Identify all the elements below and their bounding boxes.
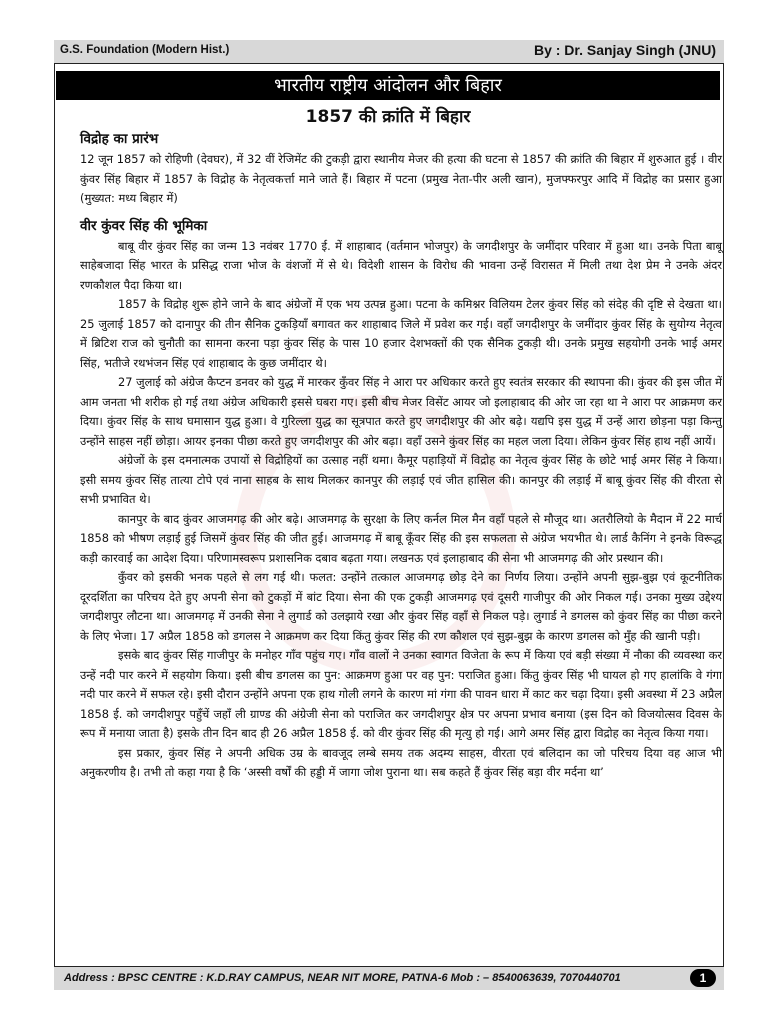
paragraph: 27 जुलाई को अंग्रेज कैप्टन डनवर को युद्ध में मारकर कुँवर सिंह ने आरा पर अधिकार करते हुए स्वतंत्र सरकार की स्थापना की। कुंवर की इस जीत में आम जनता भी शरीक हो गई तथा अंग्रेज अधिकारी इससे घबरा गए। इसी बीच मेजर विसेंट आयर जो इलाहाबाद की ओर जा रहा था ने आरा पर आक्रमण कर दिया। कुंवर सिंह के साथ घमासान युद्ध हुआ। वे गुरिल्ला युद्ध का सूत्रपात करते हुए जगदीशपुर की ओर बढ़े। यद्यपि इस युद्ध में उन्हें आरा छोड़ना पड़ा किन्तु उन्होंने साहस नहीं छोड़ा। आयर इनका पीछा करते हुए जगदीशपुर की ओर बढ़ा। वहाँ उसने कुंवर सिंह का महल जला दिया। लेकिन कुंवर सिंह हाथ नहीं आयें। [80,375,722,448]
paragraph: 12 जून 1857 को रोहिणी (देवघर), में 32 वीं रेजिमेंट की टुकड़ी द्वारा स्थानीय मेजर की हत्या की घटना से 1857 की क्रांति की बिहार में शुरुआत हुई । वीर कुंवर सिंह बिहार में 1857 के विद्रोह के नेतृत्वकर्त्ता माने जाते हैं। बिहार में पटना (प्रमुख नेता-पीर अली खान), मुजफ्फरपुर आदि में विद्रोह का प्रसार हुआ (मुख्यत: मध्य बिहार में) [80,152,722,205]
paragraph: कानपुर के बाद कुंवर आजमगढ़ की ओर बढ़े। आजमगढ़ के सुरक्षा के लिए कर्नल मिल मैन वहाँ पहले से मौजूद था। अतरौलियो के मैदान में 22 मार्च 1858 को भीषण लड़ाई हुई जिसमें कुंवर सिंह की जीत हुई। आजमगढ़ में बाबू कूँवर सिंह की इस सफलता से अंग्रेज भयभीत थे। लार्ड कैनिंग ने इनके विरूद्ध कड़ी कारवाई का आदेश दिया। परिणामस्वरूप प्रशासनिक दबाव बढ़ता गया। लखनऊ एवं इलाहाबाद की सेना भी आजमगढ़ की ओर प्रस्थान की। [80,511,722,565]
section-heading: विद्रोह का प्रारंभ [80,131,159,147]
paragraph: 1857 के विद्रोह शुरू होने जाने के बाद अंग्रेजों में एक भय उत्पन्न हुआ। पटना के कमिश्नर विलियम टेलर कुंवर सिंह को संदेह की दृष्टि से देखता था। 25 जुलाई 1857 को दानापुर की तीन सैनिक टुकड़ियाँ बगावत कर शाहाबाद जिले में प्रवेश कर गई। वहाँ जगदीशपुर के जमींदार कुंवर सिंह के सुयोग्य नेतृत्व में ब्रिटिश राज को चुनौती का सामना करना पड़ा कुंवर सिंह के पास 10 हजार देशभक्तों की एक सैनिक टुकड़ी थी। उनके प्रमुख सहयोगी उनके भाई अमर सिंह, भतीजे रथभंजन सिंह एवं शाहाबाद के कुछ जमींदार थे। [80,297,722,370]
paragraph: अंग्रेजों के इस दमनात्मक उपायों से विद्रोहियों का उत्साह नहीं थमा। कैमूर पहाड़ियों में विद्रोह का नेतृत्व कुंवर सिंह के छोटे भाई अमर सिंह ने किया। इसी समय कुंवर सिंह तात्या टोपे एवं नाना साहब के साथ मिलकर कानपुर की लड़ाई एवं जीत हासिल की। कानपुर की लड़ाई में बाबू कुंवर सिंह की वीरता से सभी प्रभावित थे। [80,453,722,506]
chapter-banner: भारतीय राष्ट्रीय आंदोलन और बिहार [56,71,720,100]
page-number: 1 [690,969,716,987]
paragraph: इस प्रकार, कुंवर सिंह ने अपनी अधिक उम्र के बावजूद लम्बे समय तक अदम्य साहस, वीरता एवं बलिदान का जो परिचय दिया वह आज भी अनुकरणीय है। तभी तो कहा गया है कि ‘अस्सी वर्षों की हड्डी में जागा जोश पुराना था। सब कहते हैं कुंवर सिंह बड़ा वीर मर्दना था’ [80,745,722,779]
paragraph: बाबू वीर कुंवर सिंह का जन्म 13 नवंबर 1770 ई. में शाहाबाद (वर्तमान भोजपुर) के जगदीशपुर के जमींदार परिवार में हुआ था। उनके पिता बाबू साहेबजादा सिंह भारत के प्रसिद्ध राजा भोज के वंशजों में से थे। विदेशी शासन के विरोध की भावना उन्हें विरासत में मिली तथा देश प्रेम ने उनके अंदर रणकौशल पैदा किया था। [80,238,722,292]
paragraph: कुँवर को इसकी भनक पहले से लग गई थी। फलत: उन्होंने तत्काल आजमगढ़ छोड़ देने का निर्णय लिया। उन्होंने अपनी सुझ-बुझ एवं कूटनीतिक दूरदर्शिता का परिचय देते हुए अपनी सेना को टुकड़ों में बांट दिया। सेना की एक टुकड़ी आजमगढ़ एवं दूसरी गाजीपुर की ओर निकल गई। उनका मुख्य उद्देश्य जगदीशपुर लौटना था। आजमगढ़ में उनकी सेना ने लुगार्ड को उलझाये रखा और कुंवर सिंह वहाँ से निकल पड़े। लुगार्ड ने डगलस को कुंवर सिंह का पीछा करने के लिए भेजा। 17 अप्रैल 1858 को डगलस ने आक्रमण कर दिया किंतु कुंवर सिंह की रण कौशल एवं सुझ-बुझ के कारण डगलस को मुँह की खानी पड़ी। [80,570,722,643]
page-footer [54,966,724,990]
page-header [54,40,724,64]
footer-address: Address : BPSC CENTRE : K.D.RAY CAMPUS, NEAR NIT MORE, PATNA-6 Mob : – 8540063639, 7070440701 [64,972,621,984]
section-heading: वीर कुंवर सिंह की भूमिका [80,217,208,234]
paragraph: इसके बाद कुंवर सिंह गाजीपुर के मनोहर गाँव पहुंच गए। गाँव वालों ने उनका स्वागत विजेता के रूप में किया एवं बड़ी संख्या में नौका की व्यवस्था कर उन्हें नदी पार करने में सहयोग किया। इसी बीच डगलस का पुन: आक्रमण हुआ पर वह पुन: पराजित हुआ। किंतु कुंवर सिंह भी घायल हो गए हालांकि वे गंगा नदी पार करने में सफल रहे। इसी दौरान उन्होंने अपना एक हाथ गोली लगने के कारण मां गंगा की पावन धारा में काट कर चढ़ा दिया। इसी अवस्था में 23 अप्रैल 1858 ई. को जगदीशपुर पहुँचें जहाँ ली ग्राण्ड की अंग्रेजी सेना को पराजित कर जगदीशपुर क्षेत्र पर अपना प्रभाव बनाया (इस दिन को विजयोत्सव दिवस के रूप में मनाया जाता है) इसके तीन दिन बाद ही 26 अप्रैल 1858 ई. को वीर कुंवर सिंह की मृत्यु हो गई। आगे अमर सिंह द्वारा विद्रोह का नेतृत्व किया गया। [80,648,722,740]
header-left-text: G.S. Foundation (Modern Hist.) [60,44,230,56]
header-author: By : Dr. Sanjay Singh (JNU) [533,42,716,58]
page-title: 1857 की क्रांति में बिहार [305,107,471,127]
document-body [80,128,722,783]
